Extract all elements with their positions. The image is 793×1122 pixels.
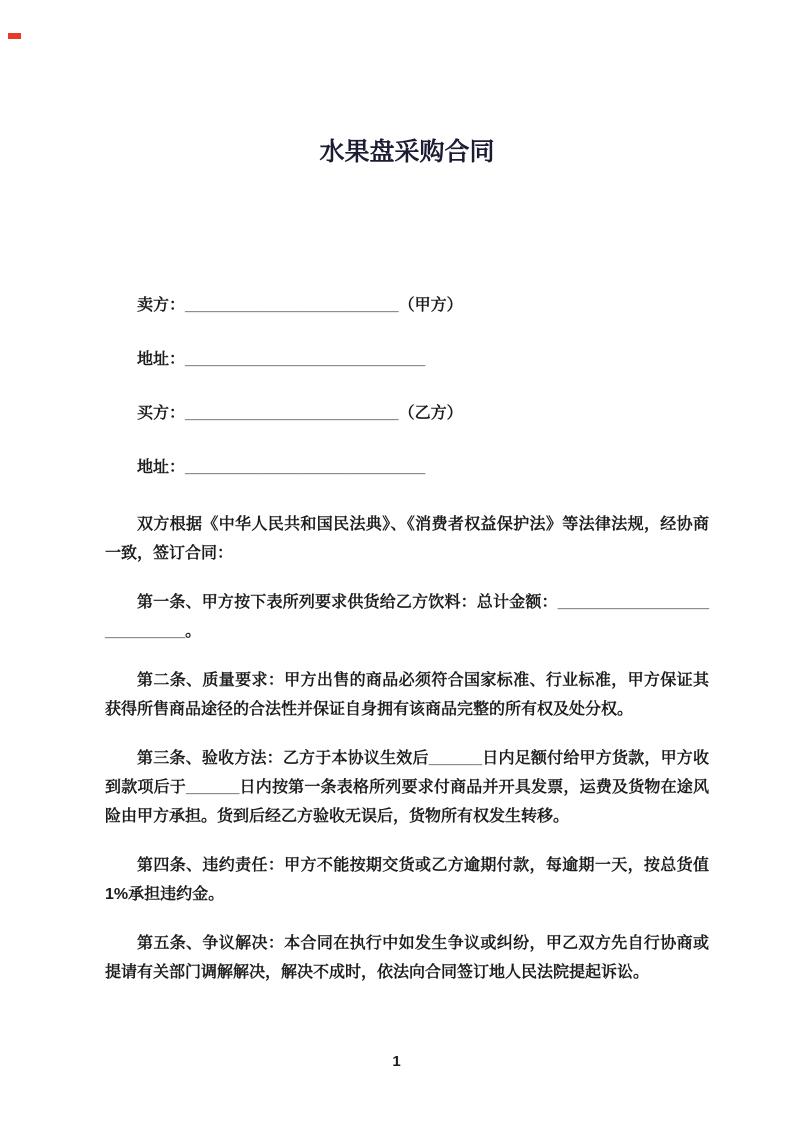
- buyer-address-blank: ___________________________: [185, 459, 426, 476]
- seller-label: 卖方：: [137, 297, 186, 314]
- clause-5-dispute: 第五条、争议解决：本合同在执行中如发生争议或纠纷，甲乙双方先自行协商或提请有关部门调解解决，解决不成时，依法向合同签订地人民法院提起诉讼。: [105, 935, 709, 981]
- intro-paragraph: 双方根据《中华人民共和国民法典》、《消费者权益保护法》等法律法规，经协商一致，签订合同：: [105, 516, 709, 562]
- page-number: 1: [392, 1053, 401, 1070]
- corner-mark: [8, 33, 21, 39]
- clause-2-quality: 第二条、质量要求：甲方出售的商品必须符合国家标准、行业标准，甲方保证其获得所售商品途径的合法性并保证自身拥有该商品完整的所有权及处分权。: [105, 672, 709, 718]
- parties-section: [105, 294, 709, 480]
- party-line-buyer: [105, 402, 709, 426]
- buyer-name-blank: ________________________: [185, 405, 399, 422]
- buyer-suffix: （乙方）: [398, 405, 463, 422]
- seller-address-blank: ___________________________: [185, 351, 426, 368]
- contract-title: 水果盘采购合同: [319, 138, 495, 166]
- seller-suffix: （甲方）: [398, 297, 463, 314]
- party-line-seller: [105, 294, 709, 318]
- clause-4-breach: 第四条、违约责任：甲方不能按期交货或乙方逾期付款，每逾期一天，按总货值1%承担违约金。: [105, 857, 709, 903]
- party-line-seller-address: [105, 348, 709, 372]
- clause-1-supply: 第一条、甲方按下表所列要求供货给乙方饮料：总计金额：__________________________。: [105, 594, 709, 640]
- buyer-label: 买方：: [137, 405, 186, 422]
- seller-address-label: 地址：: [137, 351, 186, 368]
- buyer-address-label: 地址：: [137, 459, 186, 476]
- seller-name-blank: ________________________: [185, 297, 399, 314]
- clauses-section: [105, 510, 709, 987]
- clause-3-acceptance: 第三条、验收方法：乙方于本协议生效后______日内足额付给甲方货款，甲方收到款项后于______日内按第一条表格所列要求付商品并开具发票，运费及货物在途风险由甲方承担。货到后经乙方验收无误后，货物所有权发生转移。: [105, 750, 709, 825]
- party-line-buyer-address: [105, 456, 709, 480]
